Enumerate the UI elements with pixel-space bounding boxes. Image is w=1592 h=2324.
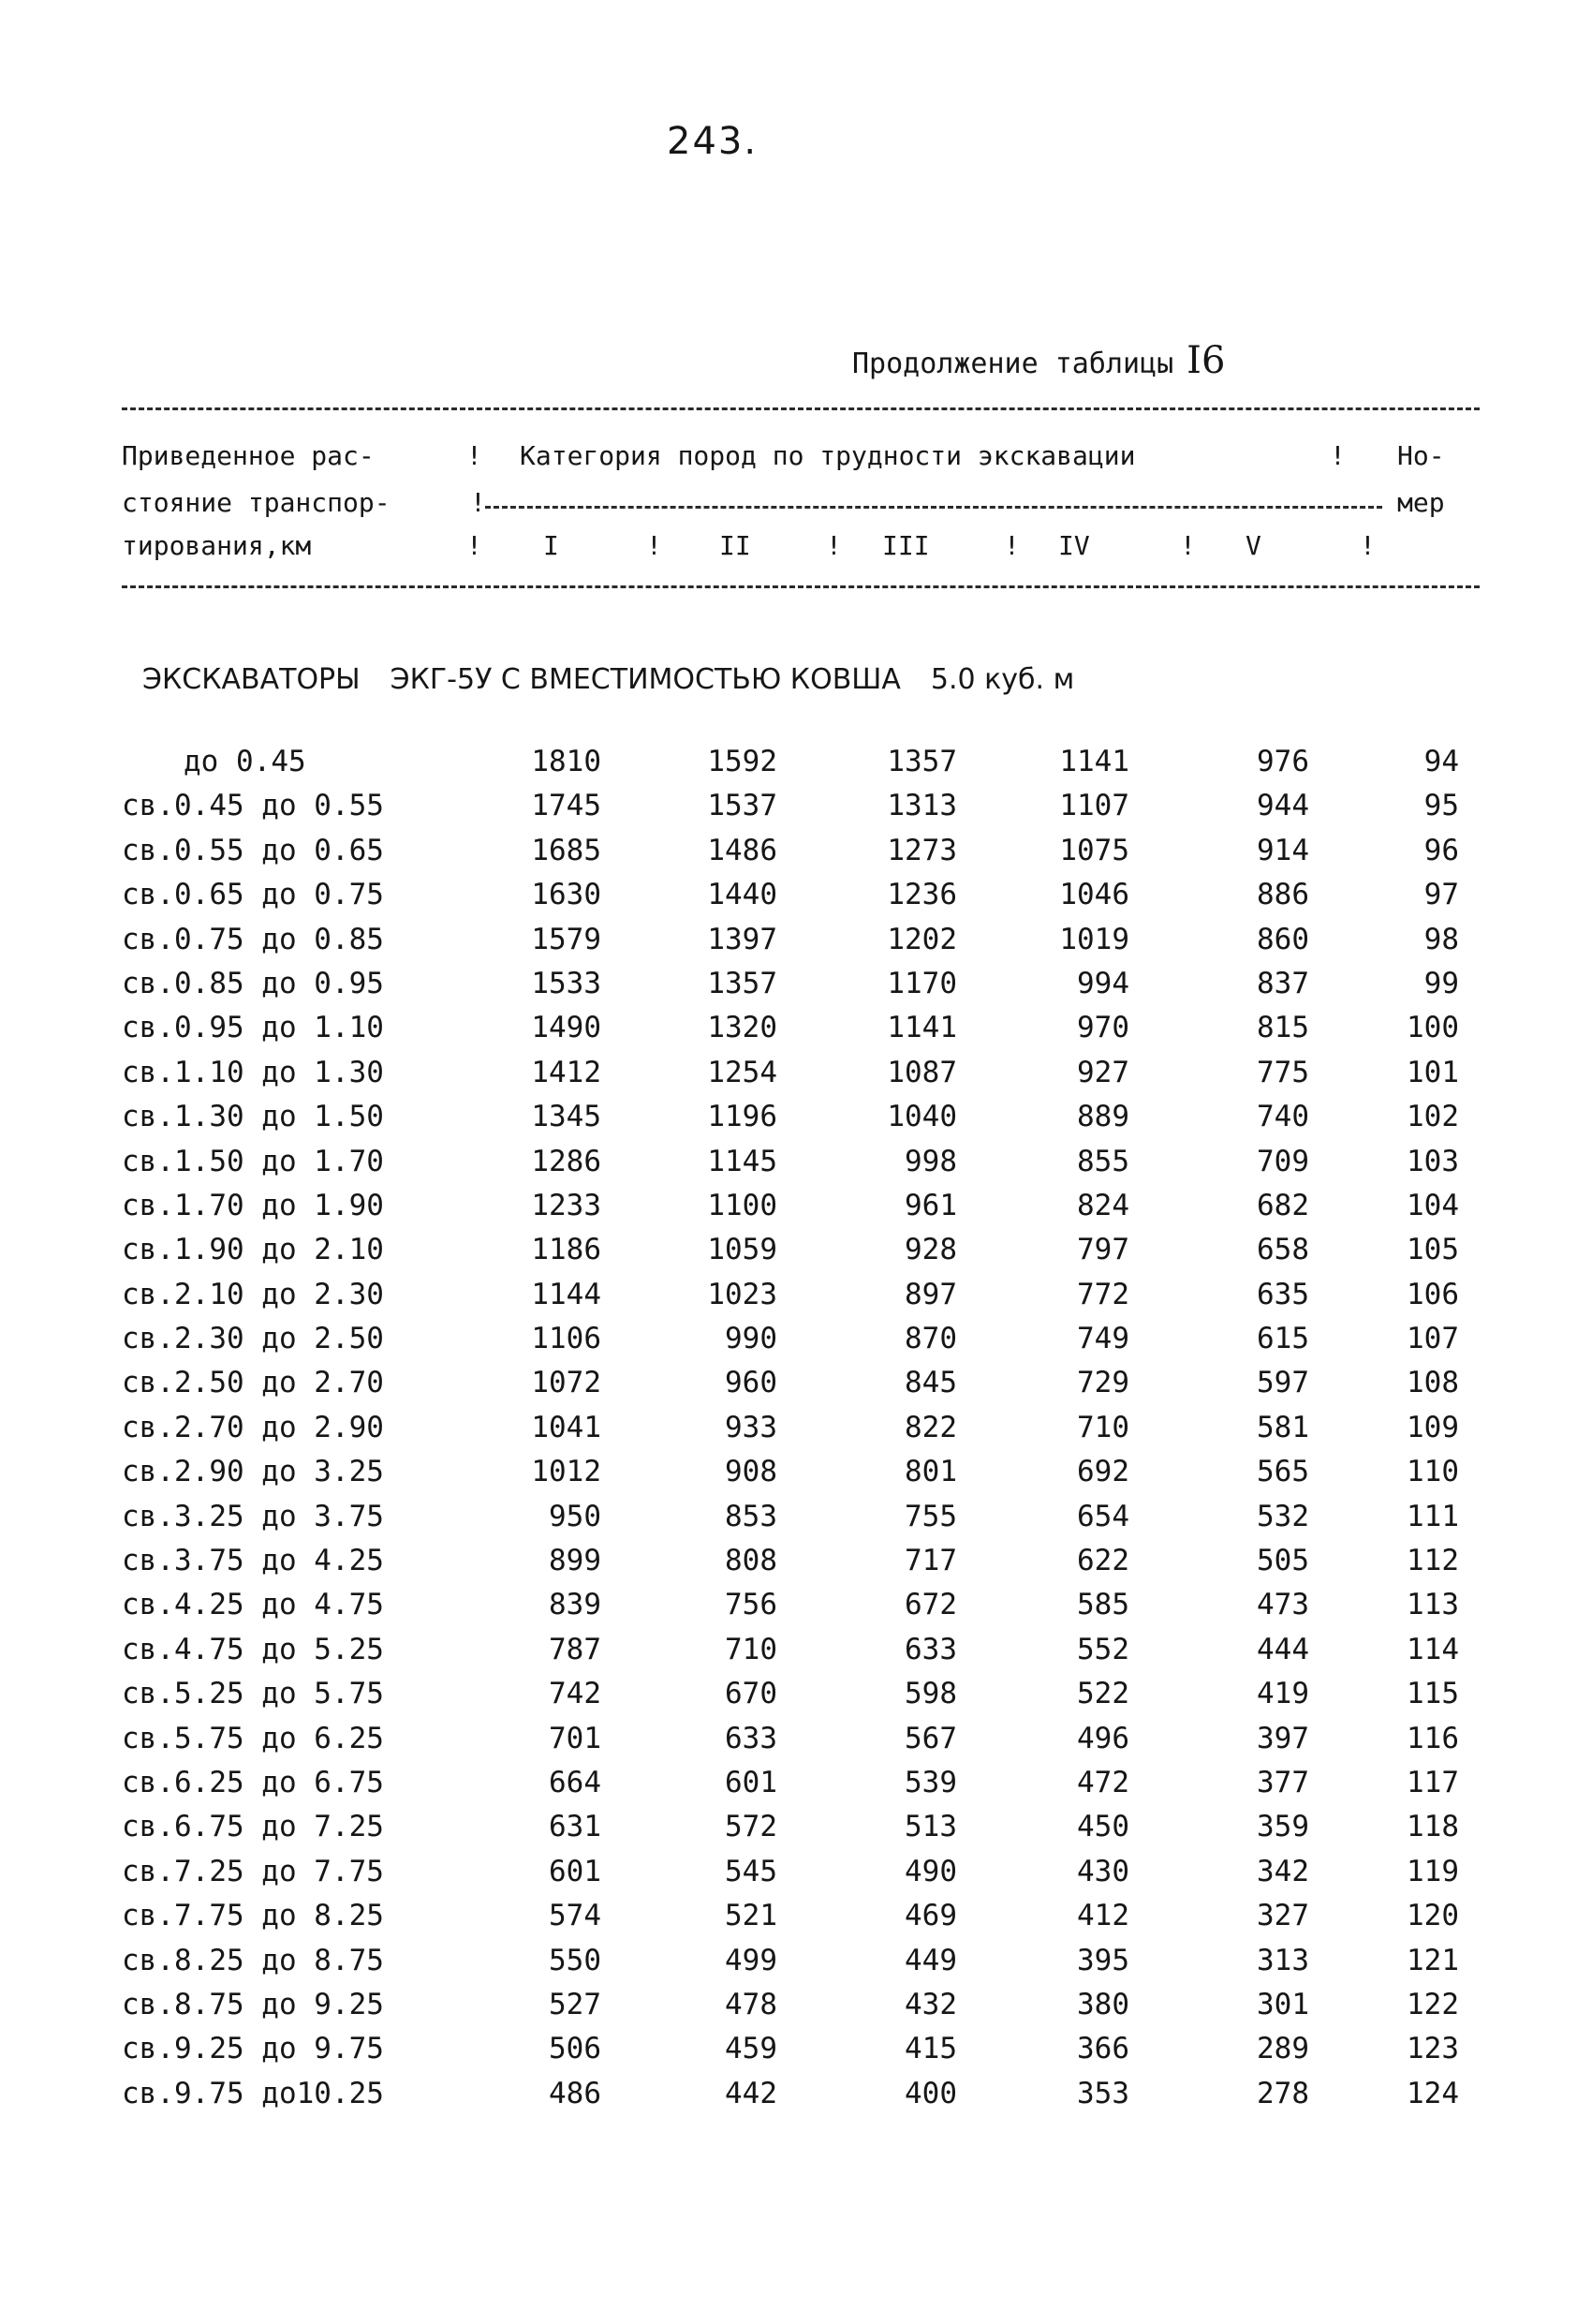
category-value: 1019 xyxy=(1059,922,1129,956)
category-value: 585 xyxy=(1077,1588,1129,1622)
category-value: 278 xyxy=(1257,2076,1309,2110)
header-line-2 xyxy=(122,487,1489,525)
category-value: 601 xyxy=(725,1765,777,1799)
category-value: 1046 xyxy=(1059,878,1129,912)
distance-range: св.9.25 до 9.75 xyxy=(122,2032,384,2066)
row-number: 105 xyxy=(1407,1233,1459,1267)
row-number: 104 xyxy=(1407,1188,1459,1222)
category-value: 496 xyxy=(1077,1721,1129,1755)
row-number: 110 xyxy=(1407,1455,1459,1489)
distance-range: св.2.30 до 2.50 xyxy=(122,1322,384,1356)
category-value: 899 xyxy=(549,1544,601,1578)
header-category-IV: IV xyxy=(1058,530,1090,561)
category-value: 359 xyxy=(1257,1810,1309,1844)
category-value: 1186 xyxy=(531,1233,601,1267)
header-category-V: V xyxy=(1246,530,1261,561)
header-distance-label-3: тирования,км xyxy=(122,530,312,561)
header-separator: ! xyxy=(1360,530,1376,561)
category-value: 622 xyxy=(1077,1544,1129,1578)
header-distance-label-2: стояние транспор- xyxy=(122,487,391,518)
table-row xyxy=(0,1189,1592,1233)
row-number: 103 xyxy=(1407,1144,1459,1178)
category-value: 412 xyxy=(1077,1899,1129,1933)
table-row xyxy=(0,1855,1592,1899)
category-value: 490 xyxy=(905,1854,957,1888)
category-value: 889 xyxy=(1077,1100,1129,1134)
category-value: 1533 xyxy=(531,966,601,1000)
distance-range: св.2.10 до 2.30 xyxy=(122,1277,384,1311)
category-value: 1273 xyxy=(887,833,957,867)
category-value: 709 xyxy=(1257,1144,1309,1178)
category-value: 961 xyxy=(905,1188,957,1222)
category-value: 1490 xyxy=(531,1011,601,1045)
category-value: 633 xyxy=(725,1721,777,1755)
table-row xyxy=(0,1278,1592,1322)
category-value: 486 xyxy=(549,2076,601,2110)
header-top-rule xyxy=(122,407,1480,410)
category-value: 749 xyxy=(1077,1322,1129,1356)
category-value: 824 xyxy=(1077,1188,1129,1222)
table-row xyxy=(0,1100,1592,1144)
category-value: 1579 xyxy=(531,922,601,956)
distance-range: св.7.25 до 7.75 xyxy=(122,1854,384,1888)
category-value: 839 xyxy=(549,1588,601,1622)
row-number: 116 xyxy=(1407,1721,1459,1755)
category-value: 1023 xyxy=(707,1277,777,1311)
category-value: 1196 xyxy=(707,1100,777,1134)
category-value: 366 xyxy=(1077,2032,1129,2066)
header-category-group-title: Категория пород по трудности экскавации xyxy=(520,440,1136,471)
header-separator: ! xyxy=(466,440,482,471)
category-value: 1107 xyxy=(1059,789,1129,823)
category-value: 658 xyxy=(1257,1233,1309,1267)
distance-range: св.9.75 до10.25 xyxy=(122,2076,384,2110)
category-value: 1012 xyxy=(531,1455,601,1489)
section-model: ЭКГ-5У С ВМЕСТИМОСТЬЮ КОВША xyxy=(390,663,901,696)
category-value: 1357 xyxy=(707,966,777,1000)
category-value: 853 xyxy=(725,1499,777,1533)
category-value: 505 xyxy=(1257,1544,1309,1578)
table-row xyxy=(0,1810,1592,1854)
header-number-label-1: Но- xyxy=(1397,440,1445,471)
category-value: 527 xyxy=(549,1987,601,2021)
header-separator: ! xyxy=(1004,530,1020,561)
category-value: 473 xyxy=(1257,1588,1309,1622)
category-value: 897 xyxy=(905,1277,957,1311)
category-value: 633 xyxy=(905,1632,957,1666)
row-number: 117 xyxy=(1407,1765,1459,1799)
distance-range: св.2.70 до 2.90 xyxy=(122,1410,384,1444)
category-value: 397 xyxy=(1257,1721,1309,1755)
category-value: 545 xyxy=(725,1854,777,1888)
category-value: 950 xyxy=(549,1499,601,1533)
category-value: 1486 xyxy=(707,833,777,867)
category-value: 353 xyxy=(1077,2076,1129,2110)
category-value: 1075 xyxy=(1059,833,1129,867)
category-value: 1592 xyxy=(707,745,777,778)
category-value: 1313 xyxy=(887,789,957,823)
table-row xyxy=(0,2032,1592,2076)
header-category-underline xyxy=(485,506,1382,509)
category-value: 567 xyxy=(905,1721,957,1755)
table-row xyxy=(0,1677,1592,1721)
table-row xyxy=(0,967,1592,1011)
category-value: 377 xyxy=(1257,1765,1309,1799)
category-value: 1144 xyxy=(531,1277,601,1311)
category-value: 990 xyxy=(725,1322,777,1356)
table-row xyxy=(0,745,1592,789)
distance-range: св.1.70 до 1.90 xyxy=(122,1188,384,1222)
category-value: 775 xyxy=(1257,1055,1309,1089)
category-value: 597 xyxy=(1257,1366,1309,1400)
category-value: 469 xyxy=(905,1899,957,1933)
category-value: 615 xyxy=(1257,1322,1309,1356)
category-value: 729 xyxy=(1077,1366,1129,1400)
category-value: 1320 xyxy=(707,1011,777,1045)
category-value: 1059 xyxy=(707,1233,777,1267)
category-value: 855 xyxy=(1077,1144,1129,1178)
category-value: 1357 xyxy=(887,745,957,778)
distance-range: св.0.95 до 1.10 xyxy=(122,1011,384,1045)
category-value: 1040 xyxy=(887,1100,957,1134)
category-value: 927 xyxy=(1077,1055,1129,1089)
category-value: 822 xyxy=(905,1410,957,1444)
category-value: 380 xyxy=(1077,1987,1129,2021)
table-row xyxy=(0,1944,1592,1988)
category-value: 572 xyxy=(725,1810,777,1844)
category-value: 994 xyxy=(1077,966,1129,1000)
table-row xyxy=(0,1366,1592,1410)
table-row xyxy=(0,1766,1592,1810)
category-value: 499 xyxy=(725,1943,777,1977)
row-number: 118 xyxy=(1407,1810,1459,1844)
continuation-label: Продолжение таблицы xyxy=(852,348,1174,380)
row-number: 119 xyxy=(1407,1854,1459,1888)
category-value: 710 xyxy=(1077,1410,1129,1444)
header-category-III: III xyxy=(882,530,930,561)
row-number: 120 xyxy=(1407,1899,1459,1933)
row-number: 122 xyxy=(1407,1987,1459,2021)
table-row xyxy=(0,2077,1592,2121)
row-number: 95 xyxy=(1423,789,1459,823)
category-value: 506 xyxy=(549,2032,601,2066)
category-value: 1745 xyxy=(531,789,601,823)
distance-range: св.2.50 до 2.70 xyxy=(122,1366,384,1400)
category-value: 1685 xyxy=(531,833,601,867)
category-value: 327 xyxy=(1257,1899,1309,1933)
distance-range: св.0.65 до 0.75 xyxy=(122,878,384,912)
category-value: 1145 xyxy=(707,1144,777,1178)
category-value: 635 xyxy=(1257,1277,1309,1311)
table-row xyxy=(0,789,1592,833)
header-separator: ! xyxy=(826,530,842,561)
category-value: 1106 xyxy=(531,1322,601,1356)
category-value: 400 xyxy=(905,2076,957,2110)
header-separator: ! xyxy=(470,487,486,518)
category-value: 532 xyxy=(1257,1499,1309,1533)
row-number: 102 xyxy=(1407,1100,1459,1134)
table-continuation-caption xyxy=(852,339,1225,382)
distance-range: св.5.25 до 5.75 xyxy=(122,1677,384,1711)
category-value: 1286 xyxy=(531,1144,601,1178)
table-row xyxy=(0,1011,1592,1055)
row-number: 121 xyxy=(1407,1943,1459,1977)
row-number: 124 xyxy=(1407,2076,1459,2110)
category-value: 1170 xyxy=(887,966,957,1000)
header-distance-label-1: Приведенное рас- xyxy=(122,440,375,471)
category-value: 395 xyxy=(1077,1943,1129,1977)
category-value: 756 xyxy=(725,1588,777,1622)
row-number: 111 xyxy=(1407,1499,1459,1533)
row-number: 99 xyxy=(1423,966,1459,1000)
category-value: 815 xyxy=(1257,1011,1309,1045)
table-row xyxy=(0,1722,1592,1766)
table-row xyxy=(0,1988,1592,2032)
category-value: 1087 xyxy=(887,1055,957,1089)
category-value: 550 xyxy=(549,1943,601,1977)
category-value: 870 xyxy=(905,1322,957,1356)
row-number: 101 xyxy=(1407,1055,1459,1089)
category-value: 552 xyxy=(1077,1632,1129,1666)
category-value: 740 xyxy=(1257,1100,1309,1134)
category-value: 415 xyxy=(905,2032,957,2066)
category-value: 432 xyxy=(905,1987,957,2021)
category-value: 886 xyxy=(1257,878,1309,912)
row-number: 123 xyxy=(1407,2032,1459,2066)
table-row xyxy=(0,1233,1592,1277)
category-value: 701 xyxy=(549,1721,601,1755)
distance-range: св.1.10 до 1.30 xyxy=(122,1055,384,1089)
category-value: 692 xyxy=(1077,1455,1129,1489)
table-row xyxy=(0,1455,1592,1499)
category-value: 1810 xyxy=(531,745,601,778)
category-value: 837 xyxy=(1257,966,1309,1000)
table-row xyxy=(0,1633,1592,1677)
category-value: 1141 xyxy=(1059,745,1129,778)
table-row xyxy=(0,1588,1592,1632)
distance-range: св.0.45 до 0.55 xyxy=(122,789,384,823)
section-capacity: 5.0 куб. м xyxy=(930,663,1075,696)
category-value: 444 xyxy=(1257,1632,1309,1666)
category-value: 933 xyxy=(725,1410,777,1444)
table-number: I6 xyxy=(1187,339,1226,382)
category-value: 430 xyxy=(1077,1854,1129,1888)
page-number: 243. xyxy=(667,120,759,163)
category-value: 1412 xyxy=(531,1055,601,1089)
distance-range: св.6.25 до 6.75 xyxy=(122,1765,384,1799)
category-value: 513 xyxy=(905,1810,957,1844)
category-value: 449 xyxy=(905,1943,957,1977)
distance-range: св.5.75 до 6.25 xyxy=(122,1721,384,1755)
row-number: 94 xyxy=(1423,745,1459,778)
distance-range: св.6.75 до 7.25 xyxy=(122,1810,384,1844)
row-number: 100 xyxy=(1407,1011,1459,1045)
distance-range: св.1.30 до 1.50 xyxy=(122,1100,384,1134)
category-value: 472 xyxy=(1077,1765,1129,1799)
table-row xyxy=(0,1322,1592,1366)
category-value: 450 xyxy=(1077,1810,1129,1844)
row-number: 107 xyxy=(1407,1322,1459,1356)
category-value: 1254 xyxy=(707,1055,777,1089)
data-table-body xyxy=(0,745,1592,2121)
category-value: 1202 xyxy=(887,922,957,956)
table-row xyxy=(0,878,1592,922)
category-value: 755 xyxy=(905,1499,957,1533)
header-separator: ! xyxy=(466,530,482,561)
category-value: 960 xyxy=(725,1366,777,1400)
category-value: 787 xyxy=(549,1632,601,1666)
category-value: 772 xyxy=(1077,1277,1129,1311)
row-number: 106 xyxy=(1407,1277,1459,1311)
row-number: 113 xyxy=(1407,1588,1459,1622)
row-number: 114 xyxy=(1407,1632,1459,1666)
row-number: 98 xyxy=(1423,922,1459,956)
category-value: 860 xyxy=(1257,922,1309,956)
row-number: 97 xyxy=(1423,878,1459,912)
section-title xyxy=(142,663,1104,696)
distance-range: св.4.75 до 5.25 xyxy=(122,1632,384,1666)
category-value: 808 xyxy=(725,1544,777,1578)
category-value: 1072 xyxy=(531,1366,601,1400)
category-value: 845 xyxy=(905,1366,957,1400)
category-value: 419 xyxy=(1257,1677,1309,1711)
category-value: 672 xyxy=(905,1588,957,1622)
header-separator: ! xyxy=(646,530,662,561)
distance-range: св.4.25 до 4.75 xyxy=(122,1588,384,1622)
category-value: 565 xyxy=(1257,1455,1309,1489)
category-value: 631 xyxy=(549,1810,601,1844)
category-value: 442 xyxy=(725,2076,777,2110)
category-value: 944 xyxy=(1257,789,1309,823)
distance-range: св.3.25 до 3.75 xyxy=(122,1499,384,1533)
category-value: 574 xyxy=(549,1899,601,1933)
row-number: 112 xyxy=(1407,1544,1459,1578)
category-value: 682 xyxy=(1257,1188,1309,1222)
category-value: 539 xyxy=(905,1765,957,1799)
table-row xyxy=(0,1899,1592,1943)
category-value: 670 xyxy=(725,1677,777,1711)
category-value: 521 xyxy=(725,1899,777,1933)
header-separator: ! xyxy=(1330,440,1346,471)
category-value: 1345 xyxy=(531,1100,601,1134)
category-value: 1537 xyxy=(707,789,777,823)
category-value: 1041 xyxy=(531,1410,601,1444)
category-value: 928 xyxy=(905,1233,957,1267)
category-value: 664 xyxy=(549,1765,601,1799)
distance-range: св.0.55 до 0.65 xyxy=(122,833,384,867)
row-number: 96 xyxy=(1423,833,1459,867)
distance-range: св.1.50 до 1.70 xyxy=(122,1144,384,1178)
header-separator: ! xyxy=(1180,530,1196,561)
distance-range: св.0.75 до 0.85 xyxy=(122,922,384,956)
row-number: 108 xyxy=(1407,1366,1459,1400)
section-machine: ЭКСКАВАТОРЫ xyxy=(142,663,361,696)
category-value: 1397 xyxy=(707,922,777,956)
category-value: 998 xyxy=(905,1144,957,1178)
category-value: 459 xyxy=(725,2032,777,2066)
category-value: 717 xyxy=(905,1544,957,1578)
category-value: 976 xyxy=(1257,745,1309,778)
distance-range: св.1.90 до 2.10 xyxy=(122,1233,384,1267)
category-value: 914 xyxy=(1257,833,1309,867)
distance-range: св.0.85 до 0.95 xyxy=(122,966,384,1000)
category-value: 601 xyxy=(549,1854,601,1888)
category-value: 478 xyxy=(725,1987,777,2021)
table-row xyxy=(0,1544,1592,1588)
header-line-3 xyxy=(122,530,1489,568)
category-value: 654 xyxy=(1077,1499,1129,1533)
category-value: 1100 xyxy=(707,1188,777,1222)
category-value: 1236 xyxy=(887,878,957,912)
header-category-I: I xyxy=(543,530,559,561)
category-value: 1233 xyxy=(531,1188,601,1222)
category-value: 908 xyxy=(725,1455,777,1489)
category-value: 342 xyxy=(1257,1854,1309,1888)
header-category-II: II xyxy=(719,530,751,561)
category-value: 581 xyxy=(1257,1410,1309,1444)
table-row xyxy=(0,1411,1592,1455)
distance-range: св.7.75 до 8.25 xyxy=(122,1899,384,1933)
category-value: 522 xyxy=(1077,1677,1129,1711)
category-value: 970 xyxy=(1077,1011,1129,1045)
category-value: 1630 xyxy=(531,878,601,912)
category-value: 289 xyxy=(1257,2032,1309,2066)
table-row xyxy=(0,923,1592,967)
category-value: 710 xyxy=(725,1632,777,1666)
table-row xyxy=(0,834,1592,878)
header-number-label-2: мер xyxy=(1397,487,1445,518)
header-bottom-rule xyxy=(122,585,1480,588)
category-value: 1141 xyxy=(887,1011,957,1045)
category-value: 1440 xyxy=(707,878,777,912)
category-value: 313 xyxy=(1257,1943,1309,1977)
table-row xyxy=(0,1500,1592,1544)
header-line-1 xyxy=(122,440,1489,478)
table-row xyxy=(0,1056,1592,1100)
category-value: 797 xyxy=(1077,1233,1129,1267)
category-value: 598 xyxy=(905,1677,957,1711)
distance-range: св.8.25 до 8.75 xyxy=(122,1943,384,1977)
row-number: 115 xyxy=(1407,1677,1459,1711)
table-row xyxy=(0,1145,1592,1189)
distance-range: св.8.75 до 9.25 xyxy=(122,1987,384,2021)
distance-range: св.2.90 до 3.25 xyxy=(122,1455,384,1489)
row-number: 109 xyxy=(1407,1410,1459,1444)
distance-range: св.3.75 до 4.25 xyxy=(122,1544,384,1578)
distance-range: до 0.45 xyxy=(184,745,306,778)
category-value: 742 xyxy=(549,1677,601,1711)
category-value: 301 xyxy=(1257,1987,1309,2021)
category-value: 801 xyxy=(905,1455,957,1489)
